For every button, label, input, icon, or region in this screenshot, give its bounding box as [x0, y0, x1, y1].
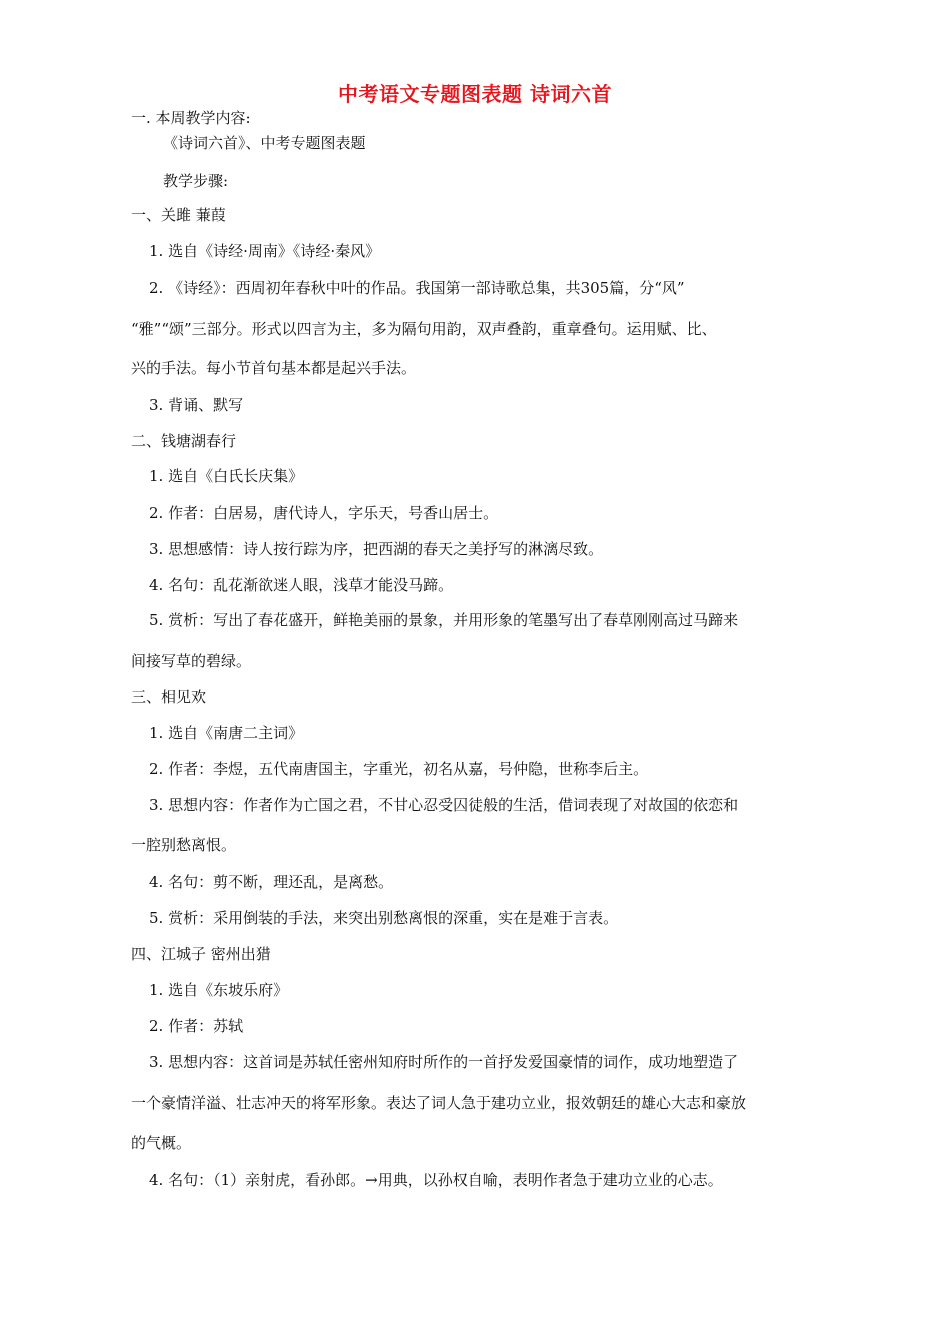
intro-steps: 教学步骤:	[163, 172, 229, 190]
list-item: 3. 思想内容：作者作为亡国之君，不甘心忍受囚徒般的生活，借词表现了对故国的依恋和	[149, 796, 739, 814]
intro-heading: 一. 本周教学内容:	[131, 109, 251, 127]
list-item: 4. 名句：乱花渐欲迷人眼，浅草才能没马蹄。	[149, 576, 454, 594]
section-heading: 四、江城子 密州出猎	[131, 945, 271, 963]
list-item: 兴的手法。每小节首句基本都是起兴手法。	[131, 359, 417, 377]
list-item: 2. 作者：苏轼	[149, 1017, 244, 1035]
intro-content: 《诗词六首》、中考专题图表题	[163, 134, 366, 152]
list-item: 1. 选自《白氏长庆集》	[149, 467, 304, 485]
list-item: 1. 选自《南唐二主词》	[149, 724, 304, 742]
list-item: 5. 赏析：写出了春花盛开，鲜艳美丽的景象，并用形象的笔墨写出了春草刚刚高过马蹄来	[149, 611, 739, 629]
list-item: 4. 名句：（1）亲射虎，看孙郎。→用典，以孙权自喻，表明作者急于建功立业的心志。	[149, 1171, 723, 1189]
list-item: 3. 思想内容：这首词是苏轼任密州知府时所作的一首抒发爱国豪情的词作，成功地塑造了	[149, 1053, 739, 1071]
list-item: 3. 背诵、默写	[149, 396, 244, 414]
list-item: 3. 思想感情：诗人按行踪为序，把西湖的春天之美抒写的淋漓尽致。	[149, 540, 604, 558]
list-item: 2. 《诗经》：西周初年春秋中叶的作品。我国第一部诗歌总集，共305篇，分“风”	[149, 279, 685, 297]
section-heading: 一、关雎 蒹葭	[131, 206, 226, 224]
section-heading: 三、相见欢	[131, 688, 207, 706]
list-item: 一腔别愁离恨。	[131, 836, 237, 854]
list-item: 1. 选自《东坡乐府》	[149, 981, 289, 999]
list-item: 4. 名句：剪不断，理还乱，是离愁。	[149, 873, 394, 891]
list-item: 2. 作者：李煜，五代南唐国主，字重光，初名从嘉，号仲隐，世称李后主。	[149, 760, 649, 778]
list-item: 5. 赏析：采用倒装的手法，来突出别愁离恨的深重，实在是难于言表。	[149, 909, 619, 927]
list-item: 间接写草的碧绿。	[131, 652, 252, 670]
section-heading: 二、钱塘湖春行	[131, 432, 237, 450]
list-item: “雅”“颂”三部分。形式以四言为主，多为隔句用韵，双声叠韵，重章叠句。运用赋、比、	[131, 320, 717, 338]
page-title: 中考语文专题图表题 诗词六首	[338, 82, 612, 106]
list-item: 的气概。	[131, 1134, 192, 1152]
list-item: 一个豪情洋溢、壮志冲天的将军形象。表达了词人急于建功立业，报效朝廷的雄心大志和豪放	[131, 1094, 747, 1112]
list-item: 1. 选自《诗经·周南》《诗经·秦风》	[149, 242, 381, 260]
list-item: 2. 作者：白居易，唐代诗人，字乐天，号香山居士。	[149, 504, 499, 522]
